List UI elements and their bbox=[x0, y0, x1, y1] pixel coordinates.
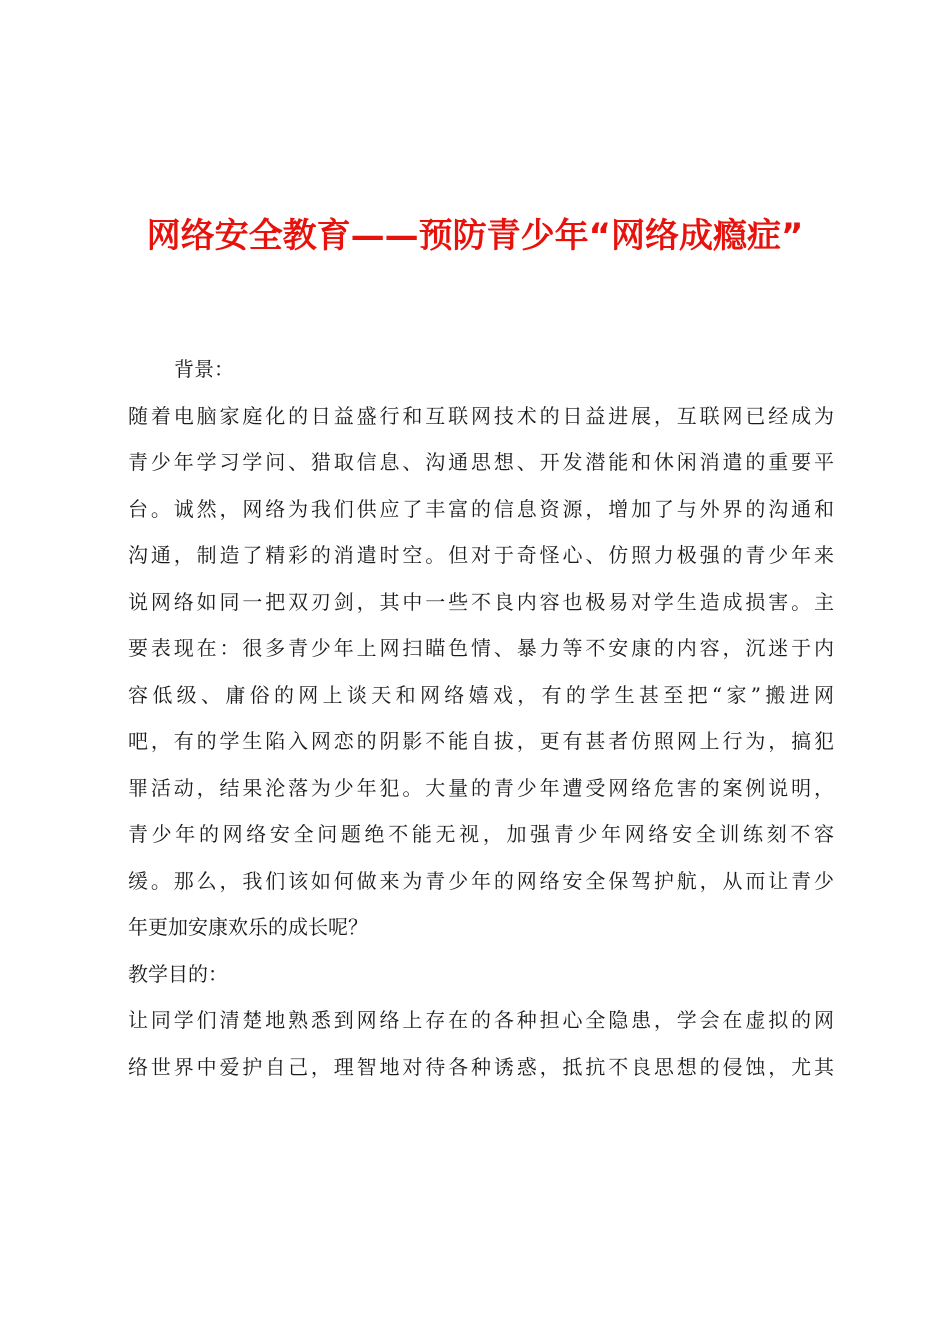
paragraph-line: 让同学们清楚地熟悉到网络上存在的各种担心全隐患，学会在虚拟的网 bbox=[128, 1008, 834, 1032]
paragraph-line: 络世界中爱护自己，理智地对待各种诱惑，抵抗不良思想的侵蚀，尤其 bbox=[128, 1054, 834, 1079]
paragraph-line: 青少年的网络安全问题绝不能无视，加强青少年网络安全训练刻不容 bbox=[128, 822, 834, 846]
paragraph-line: 台。诚然，网络为我们供应了丰富的信息资源，增加了与外界的沟通和 bbox=[128, 496, 834, 521]
paragraph-line: 缓。那么，我们该如何做来为青少年的网络安全保驾护航，从而让青少 bbox=[128, 868, 834, 893]
paragraph-line: 沟通，制造了精彩的消遣时空。但对于奇怪心、仿照力极强的青少年来 bbox=[128, 543, 834, 567]
paragraph-line: 青少年学习学问、猎取信息、沟通思想、开发潜能和休闲消遣的重要平 bbox=[128, 450, 834, 474]
background-paragraph bbox=[128, 393, 834, 951]
objective-paragraph bbox=[128, 997, 834, 1090]
paragraph-line: 吧，有的学生陷入网恋的阴影不能自拔，更有甚者仿照网上行为，搞犯 bbox=[128, 729, 834, 753]
paragraph-line: 罪活动，结果沦落为少年犯。大量的青少年遭受网络危害的案例说明， bbox=[128, 775, 834, 800]
paragraph-line: 要表现在：很多青少年上网扫瞄色情、暴力等不安康的内容，沉迷于内 bbox=[128, 636, 834, 660]
paragraph-line: 随着电脑家庭化的日益盛行和互联网技术的日益进展，互联网已经成为 bbox=[128, 403, 834, 428]
paragraph-line: 容低级、庸俗的网上谈天和网络嬉戏，有的学生甚至把“家”搬进网 bbox=[128, 682, 834, 707]
document-title: 网络安全教育——预防青少年“网络成瘾症” bbox=[146, 216, 804, 256]
objective-heading: 教学目的： bbox=[128, 961, 228, 986]
document-body bbox=[128, 346, 834, 1090]
paragraph-line: 年更加安康欢乐的成长呢？ bbox=[128, 915, 368, 939]
background-heading: 背景： bbox=[174, 357, 234, 381]
paragraph-line: 说网络如同一把双刃剑，其中一些不良内容也极易对学生造成损害。主 bbox=[128, 589, 834, 614]
